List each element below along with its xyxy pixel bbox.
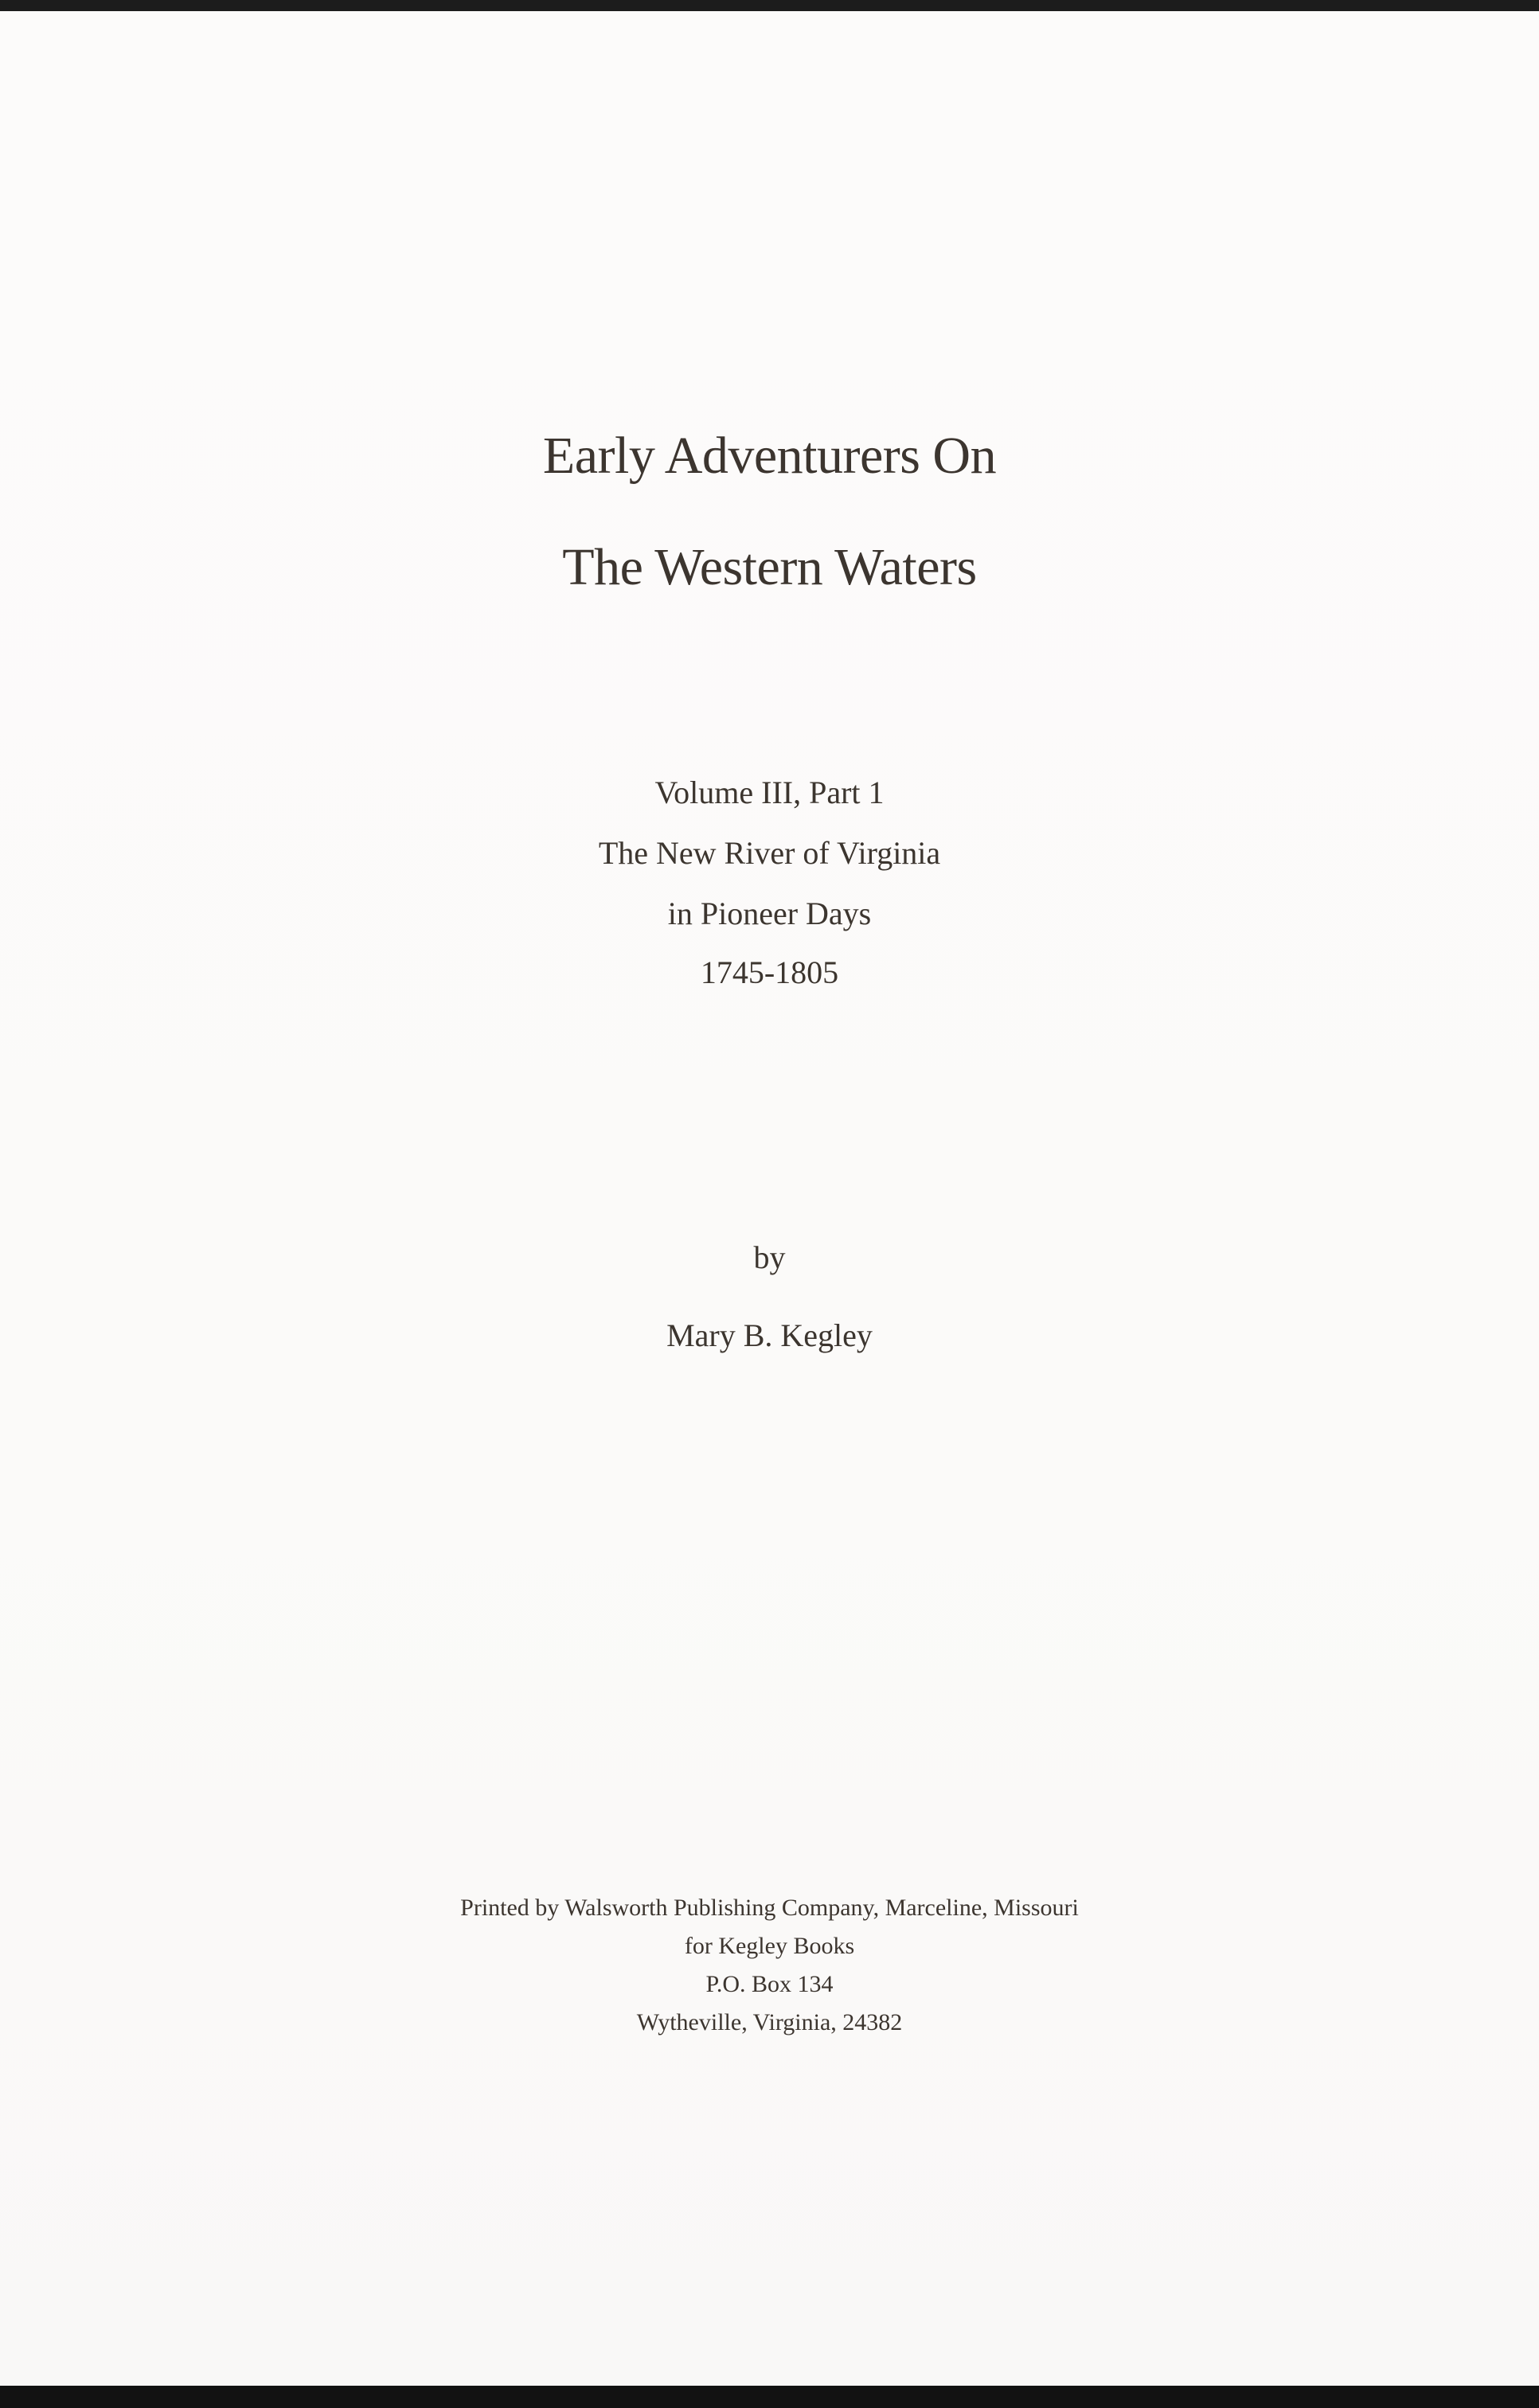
date-range: 1745-1805: [700, 954, 839, 990]
city-line: Wytheville, Virginia, 24382: [636, 2009, 903, 2035]
printer-line: Printed by Walsworth Publishing Company, Marceline, Missouri: [460, 1895, 1079, 1921]
volume-label: Volume III, Part 1: [654, 775, 885, 810]
author-name: Mary B. Kegley: [666, 1317, 873, 1353]
subtitle-line-1: The New River of Virginia: [598, 835, 941, 871]
book-title-line-2: The Western Waters: [562, 538, 977, 596]
page-edge-bottom: [0, 2386, 1539, 2408]
by-label: by: [753, 1239, 786, 1275]
page-edge-top: [0, 0, 1539, 11]
subtitle-line-2: in Pioneer Days: [667, 896, 872, 931]
title-page: [0, 11, 1539, 2386]
po-box-line: P.O. Box 134: [705, 1971, 834, 1997]
book-title-line-1: Early Adventurers On: [542, 427, 997, 485]
publisher-line: for Kegley Books: [684, 1933, 855, 1959]
